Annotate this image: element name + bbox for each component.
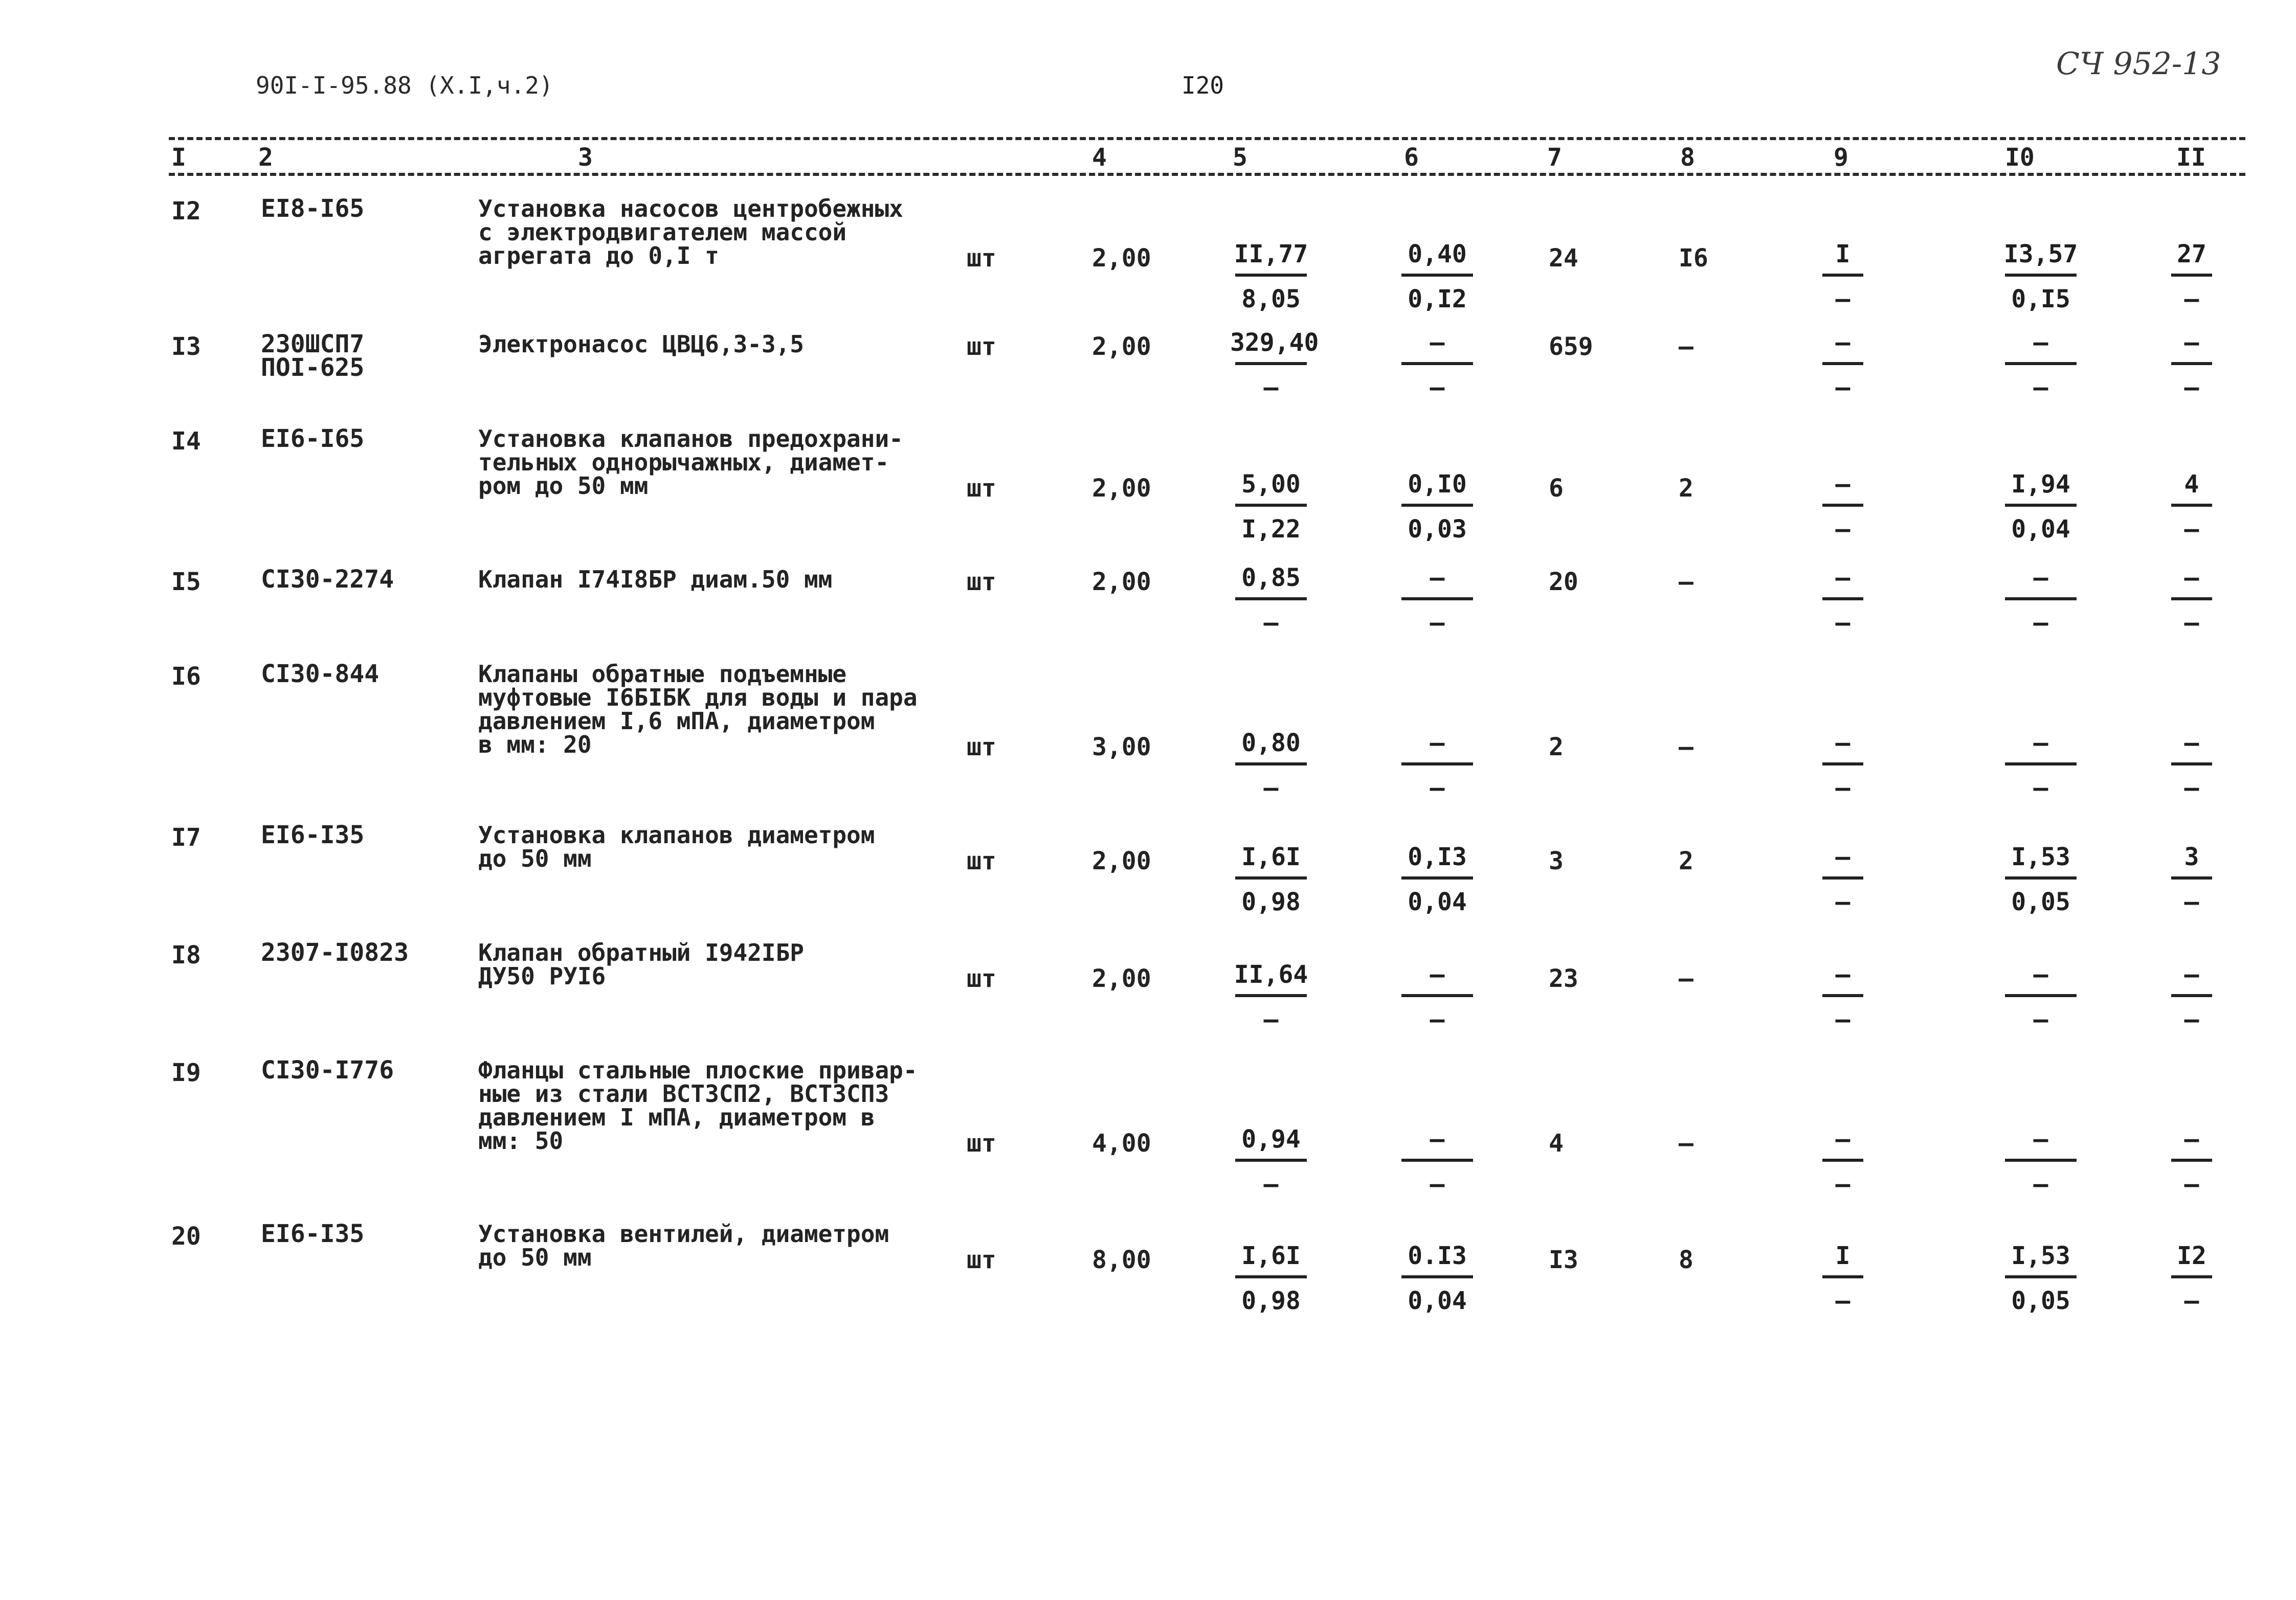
row-number: I3	[171, 332, 201, 361]
column-number: I	[171, 143, 186, 172]
row-number: I7	[171, 823, 201, 852]
fraction-bar	[1822, 504, 1863, 507]
fraction-denominator: –	[2033, 774, 2048, 802]
fraction-cell-c9	[1815, 470, 1871, 544]
column-7-value: 23	[1549, 964, 1578, 993]
fraction-numerator: –	[1430, 1125, 1445, 1154]
fraction-cell-c5	[1230, 328, 1319, 402]
fraction-cell-c6	[1396, 1125, 1478, 1199]
fraction-numerator: –	[1430, 960, 1445, 989]
fraction-cell-c11	[2164, 470, 2220, 544]
work-description-line: ные из стали ВСТ3СП2, ВСТ3СП3	[478, 1080, 889, 1108]
fraction-numerator: –	[1835, 843, 1851, 871]
fraction-bar	[2171, 1275, 2212, 1278]
fraction-bar	[1401, 597, 1473, 600]
fraction-cell-c6	[1396, 729, 1478, 802]
fraction-bar	[1822, 362, 1863, 365]
unit: шт	[967, 474, 996, 503]
fraction-bar	[1822, 762, 1863, 765]
header-top-rule	[169, 137, 2245, 140]
fraction-numerator: 0,I3	[1408, 843, 1467, 871]
unit: шт	[967, 332, 996, 361]
fraction-numerator: 0,I0	[1408, 470, 1467, 499]
fraction-numerator: I	[1835, 240, 1851, 268]
quantity: 4,00	[1092, 1129, 1151, 1158]
column-7-value: 2	[1549, 733, 1564, 761]
column-number: 4	[1092, 143, 1107, 172]
column-8-value: 2	[1679, 847, 1693, 875]
fraction-numerator: –	[1835, 1125, 1851, 1154]
fraction-denominator: –	[1835, 285, 1851, 313]
fraction-denominator: –	[1430, 1005, 1445, 1034]
fraction-cell-c6	[1396, 843, 1478, 916]
fraction-bar	[1235, 504, 1307, 507]
fraction-bar	[2171, 876, 2212, 880]
work-description-line: Клапан обратный I942IБР	[478, 939, 804, 966]
fraction-cell-c5	[1230, 240, 1312, 313]
fraction-numerator: I,94	[2011, 470, 2070, 499]
page-number: I20	[1182, 72, 1224, 99]
pricing-code: EI6-I65	[261, 424, 365, 453]
fraction-cell-c10	[2000, 1242, 2082, 1315]
column-8-value: 8	[1679, 1246, 1693, 1274]
column-7-value: 659	[1549, 332, 1593, 361]
fraction-cell-c11	[2164, 328, 2220, 402]
fraction-bar	[2005, 1159, 2077, 1162]
fraction-numerator: –	[2033, 564, 2048, 592]
fraction-cell-c5	[1230, 1125, 1312, 1199]
row-number: I4	[171, 427, 201, 456]
fraction-bar	[2171, 362, 2212, 365]
column-7-value: 20	[1549, 568, 1578, 596]
fraction-numerator: –	[1430, 564, 1445, 592]
fraction-cell-c5	[1230, 843, 1312, 916]
fraction-cell-c11	[2164, 240, 2220, 313]
fraction-bar	[1235, 274, 1307, 277]
row-number: I2	[171, 197, 201, 226]
fraction-denominator: 0,04	[2011, 515, 2070, 544]
fraction-bar	[2005, 504, 2077, 507]
fraction-denominator: 0,04	[1408, 1287, 1467, 1315]
quantity: 2,00	[1092, 964, 1151, 993]
fraction-denominator: –	[1835, 1170, 1851, 1199]
work-description-line: Клапан I74I8БР диам.50 мм	[478, 566, 833, 593]
fraction-denominator: –	[2033, 1170, 2048, 1199]
quantity: 3,00	[1092, 733, 1151, 761]
work-description-line: с электродвигателем массой	[478, 218, 847, 246]
fraction-cell-c11	[2164, 729, 2220, 802]
work-description-line: до 50 мм	[478, 845, 592, 872]
quantity: 8,00	[1092, 1246, 1151, 1274]
fraction-denominator: –	[1263, 373, 1279, 402]
fraction-numerator: 329,40	[1230, 328, 1319, 357]
pricing-code: CI30-844	[261, 660, 380, 688]
fraction-cell-c11	[2164, 1242, 2220, 1315]
fraction-numerator: –	[1835, 328, 1851, 357]
fraction-cell-c9	[1815, 328, 1871, 402]
fraction-cell-c6	[1396, 328, 1478, 402]
column-number: 2	[258, 143, 273, 172]
work-description-line: до 50 мм	[478, 1244, 592, 1271]
fraction-denominator: –	[1835, 888, 1851, 916]
fraction-denominator: 0,05	[2011, 888, 2070, 916]
fraction-numerator: 0.I3	[1408, 1242, 1467, 1270]
fraction-denominator: –	[1835, 774, 1851, 802]
row-number: 20	[171, 1222, 201, 1251]
fraction-bar	[2171, 1159, 2212, 1162]
fraction-numerator: 27	[2177, 240, 2206, 268]
fraction-bar	[1235, 994, 1307, 997]
fraction-denominator: –	[2184, 774, 2199, 802]
fraction-numerator: –	[2033, 960, 2048, 989]
fraction-bar	[2005, 274, 2077, 277]
work-description-line: мм: 50	[478, 1127, 564, 1155]
pricing-code: EI6-I35	[261, 1220, 365, 1248]
fraction-numerator: I,6I	[1241, 1242, 1301, 1270]
fraction-numerator: II,64	[1234, 960, 1308, 989]
fraction-denominator: 0,I5	[2011, 285, 2070, 313]
row-number: I5	[171, 568, 201, 596]
fraction-denominator: 0,03	[1408, 515, 1467, 544]
fraction-bar	[1235, 1159, 1307, 1162]
fraction-cell-c9	[1815, 564, 1871, 637]
quantity: 2,00	[1092, 474, 1151, 503]
fraction-bar	[2171, 597, 2212, 600]
fraction-bar	[1235, 597, 1307, 600]
unit: шт	[967, 847, 996, 875]
pricing-code: CI30-2274	[261, 565, 394, 594]
fraction-cell-c11	[2164, 960, 2220, 1034]
fraction-bar	[1235, 876, 1307, 880]
fraction-numerator: –	[2184, 729, 2199, 757]
header-bottom-rule	[169, 173, 2245, 176]
fraction-cell-c5	[1230, 960, 1312, 1034]
fraction-bar	[1401, 1275, 1473, 1278]
pricing-code: EI8-I65	[261, 194, 365, 223]
pricing-code: CI30-I776	[261, 1056, 394, 1085]
column-number: 6	[1404, 143, 1419, 172]
fraction-cell-c9	[1815, 729, 1871, 802]
work-description-line: тельных однорычажных, диамет-	[478, 448, 889, 476]
fraction-denominator: –	[2033, 373, 2048, 402]
fraction-denominator: 0,05	[2011, 1287, 2070, 1315]
unit: шт	[967, 964, 996, 993]
column-7-value: 3	[1549, 847, 1564, 875]
column-7-value: 4	[1549, 1129, 1564, 1158]
fraction-numerator: 5,00	[1241, 470, 1301, 499]
pricing-code: 230ШСП7 ПОI-625	[261, 330, 365, 382]
fraction-cell-c10	[2000, 470, 2082, 544]
fraction-denominator: –	[1835, 1005, 1851, 1034]
fraction-cell-c10	[2000, 564, 2082, 637]
column-number: 8	[1680, 143, 1695, 172]
fraction-cell-c6	[1396, 470, 1478, 544]
fraction-numerator: –	[2184, 328, 2199, 357]
fraction-bar	[1822, 1159, 1863, 1162]
fraction-bar	[2171, 762, 2212, 765]
fraction-cell-c6	[1396, 1242, 1478, 1315]
fraction-numerator: –	[1430, 729, 1445, 757]
column-number: I0	[2005, 143, 2035, 172]
fraction-denominator: –	[2184, 888, 2199, 916]
fraction-denominator: –	[1430, 609, 1445, 637]
fraction-bar	[2005, 762, 2077, 765]
column-8-value: –	[1679, 568, 1693, 596]
work-description-line: агрегата до 0,I т	[478, 242, 719, 269]
pricing-code: EI6-I35	[261, 821, 365, 849]
fraction-bar	[1822, 994, 1863, 997]
work-description-line: Установка клапанов диаметром	[478, 821, 875, 849]
quantity: 2,00	[1092, 568, 1151, 596]
fraction-cell-c5	[1230, 564, 1312, 637]
fraction-cell-c9	[1815, 960, 1871, 1034]
fraction-bar	[2171, 504, 2212, 507]
fraction-denominator: 0,04	[1408, 888, 1467, 916]
fraction-denominator: 0,98	[1241, 888, 1301, 916]
work-description-line: Установка клапанов предохрани-	[478, 425, 903, 453]
fraction-bar	[1822, 597, 1863, 600]
fraction-bar	[1401, 762, 1473, 765]
fraction-denominator: 8,05	[1241, 285, 1301, 313]
fraction-denominator: –	[2184, 609, 2199, 637]
quantity: 2,00	[1092, 847, 1151, 875]
fraction-numerator: –	[1835, 960, 1851, 989]
row-number: I8	[171, 941, 201, 970]
fraction-denominator: –	[1835, 1287, 1851, 1315]
column-8-value: 2	[1679, 474, 1693, 503]
unit: шт	[967, 568, 996, 596]
fraction-cell-c9	[1815, 240, 1871, 313]
fraction-cell-c5	[1230, 470, 1312, 544]
column-8-value: –	[1679, 964, 1693, 993]
column-number: II	[2176, 143, 2206, 172]
fraction-bar	[1401, 504, 1473, 507]
fraction-numerator: –	[1835, 470, 1851, 499]
fraction-bar	[2005, 876, 2077, 880]
fraction-bar	[1401, 274, 1473, 277]
pricing-code: 2307-I0823	[261, 938, 409, 967]
work-description-line: ДУ50 РУI6	[478, 962, 606, 990]
column-number: 5	[1233, 143, 1247, 172]
fraction-denominator: –	[2033, 609, 2048, 637]
work-description-line: Клапаны обратные подъемные	[478, 660, 847, 688]
fraction-cell-c10	[2000, 240, 2082, 313]
fraction-bar	[2171, 994, 2212, 997]
fraction-denominator: –	[1430, 774, 1445, 802]
quantity: 2,00	[1092, 332, 1151, 361]
unit: шт	[967, 1129, 996, 1158]
archive-stamp: СЧ 952-13	[2056, 46, 2221, 82]
fraction-cell-c11	[2164, 843, 2220, 916]
fraction-numerator: I,53	[2011, 1242, 2070, 1270]
fraction-cell-c10	[2000, 960, 2082, 1034]
fraction-numerator: –	[1430, 328, 1445, 357]
fraction-numerator: 0,40	[1408, 240, 1467, 268]
fraction-denominator: –	[1263, 1005, 1279, 1034]
fraction-bar	[2005, 362, 2077, 365]
fraction-bar	[1822, 876, 1863, 880]
fraction-numerator: 4	[2184, 470, 2199, 499]
fraction-numerator: 0,85	[1241, 564, 1301, 592]
fraction-numerator: I2	[2177, 1242, 2206, 1270]
work-description-line: давлением I,6 мПА, диаметром	[478, 707, 875, 735]
fraction-numerator: –	[2033, 729, 2048, 757]
fraction-denominator: –	[2184, 285, 2199, 313]
fraction-numerator: –	[1835, 729, 1851, 757]
fraction-numerator: 0,94	[1241, 1125, 1301, 1154]
row-number: I9	[171, 1058, 201, 1087]
column-8-value: –	[1679, 332, 1693, 361]
fraction-cell-c9	[1815, 1125, 1871, 1199]
column-number: 3	[578, 143, 593, 172]
quantity: 2,00	[1092, 244, 1151, 273]
fraction-numerator: 0,80	[1241, 729, 1301, 757]
fraction-numerator: –	[1835, 564, 1851, 592]
fraction-denominator: –	[2184, 1170, 2199, 1199]
work-description-line: в мм: 20	[478, 731, 592, 758]
fraction-denominator: –	[1835, 373, 1851, 402]
fraction-bar	[1235, 762, 1307, 765]
fraction-numerator: –	[2184, 960, 2199, 989]
fraction-bar	[1401, 994, 1473, 997]
column-7-value: 24	[1549, 244, 1578, 273]
fraction-cell-c10	[2000, 729, 2082, 802]
fraction-numerator: –	[2184, 564, 2199, 592]
fraction-denominator: –	[1835, 515, 1851, 544]
fraction-numerator: II,77	[1234, 240, 1308, 268]
fraction-denominator: 0,I2	[1408, 285, 1467, 313]
fraction-denominator: –	[2184, 1005, 2199, 1034]
fraction-cell-c5	[1230, 729, 1312, 802]
work-description-line: Электронасос ЦВЦ6,3-3,5	[478, 330, 804, 358]
fraction-bar	[1822, 274, 1863, 277]
work-description-line: Установка вентилей, диаметром	[478, 1220, 889, 1248]
fraction-denominator: I,22	[1241, 515, 1301, 544]
fraction-denominator: –	[1430, 1170, 1445, 1199]
column-8-value: –	[1679, 1129, 1693, 1158]
fraction-denominator: –	[2184, 515, 2199, 544]
fraction-bar	[1822, 1275, 1863, 1278]
fraction-denominator: –	[1835, 609, 1851, 637]
column-number: 7	[1547, 143, 1562, 172]
fraction-numerator: I	[1835, 1242, 1851, 1270]
work-description-line: давлением I мПА, диаметром в	[478, 1103, 875, 1131]
work-description-line: ром до 50 мм	[478, 472, 649, 500]
fraction-cell-c10	[2000, 1125, 2082, 1199]
fraction-cell-c6	[1396, 240, 1478, 313]
fraction-numerator: I3,57	[2003, 240, 2078, 268]
fraction-cell-c9	[1815, 1242, 1871, 1315]
column-8-value: I6	[1679, 244, 1708, 273]
fraction-numerator: –	[2033, 328, 2048, 357]
fraction-cell-c11	[2164, 1125, 2220, 1199]
fraction-bar	[2171, 274, 2212, 277]
fraction-bar	[2005, 994, 2077, 997]
fraction-numerator: –	[2033, 1125, 2048, 1154]
work-description-line: Установка насосов центробежных	[478, 195, 903, 222]
fraction-numerator: I,6I	[1241, 843, 1301, 871]
fraction-denominator: –	[1263, 609, 1279, 637]
fraction-denominator: –	[1263, 774, 1279, 802]
fraction-denominator: 0,98	[1241, 1287, 1301, 1315]
work-description-line: муфтовые I6БIБК для воды и пара	[478, 684, 918, 711]
fraction-cell-c5	[1230, 1242, 1312, 1315]
fraction-bar	[1235, 362, 1307, 365]
column-7-value: 6	[1549, 474, 1564, 503]
column-8-value: –	[1679, 733, 1693, 761]
fraction-cell-c9	[1815, 843, 1871, 916]
row-number: I6	[171, 662, 201, 691]
document-code: 90I-I-95.88 (X.I,ч.2)	[256, 72, 553, 99]
column-number: 9	[1834, 143, 1848, 172]
fraction-denominator: –	[1430, 373, 1445, 402]
fraction-bar	[1401, 876, 1473, 880]
unit: шт	[967, 1246, 996, 1274]
fraction-bar	[2005, 1275, 2077, 1278]
fraction-denominator: –	[2184, 373, 2199, 402]
unit: шт	[967, 244, 996, 273]
fraction-cell-c6	[1396, 960, 1478, 1034]
fraction-cell-c11	[2164, 564, 2220, 637]
fraction-cell-c6	[1396, 564, 1478, 637]
fraction-numerator: –	[2184, 1125, 2199, 1154]
fraction-denominator: –	[1263, 1170, 1279, 1199]
fraction-bar	[1235, 1275, 1307, 1278]
fraction-denominator: –	[2184, 1287, 2199, 1315]
unit: шт	[967, 733, 996, 761]
fraction-bar	[1401, 362, 1473, 365]
fraction-bar	[1401, 1159, 1473, 1162]
work-description-line: Фланцы стальные плоские привар-	[478, 1056, 918, 1084]
fraction-cell-c10	[2000, 328, 2082, 402]
fraction-cell-c10	[2000, 843, 2082, 916]
fraction-numerator: 3	[2184, 843, 2199, 871]
fraction-bar	[2005, 597, 2077, 600]
column-7-value: I3	[1549, 1246, 1578, 1274]
fraction-denominator: –	[2033, 1005, 2048, 1034]
fraction-numerator: I,53	[2011, 843, 2070, 871]
